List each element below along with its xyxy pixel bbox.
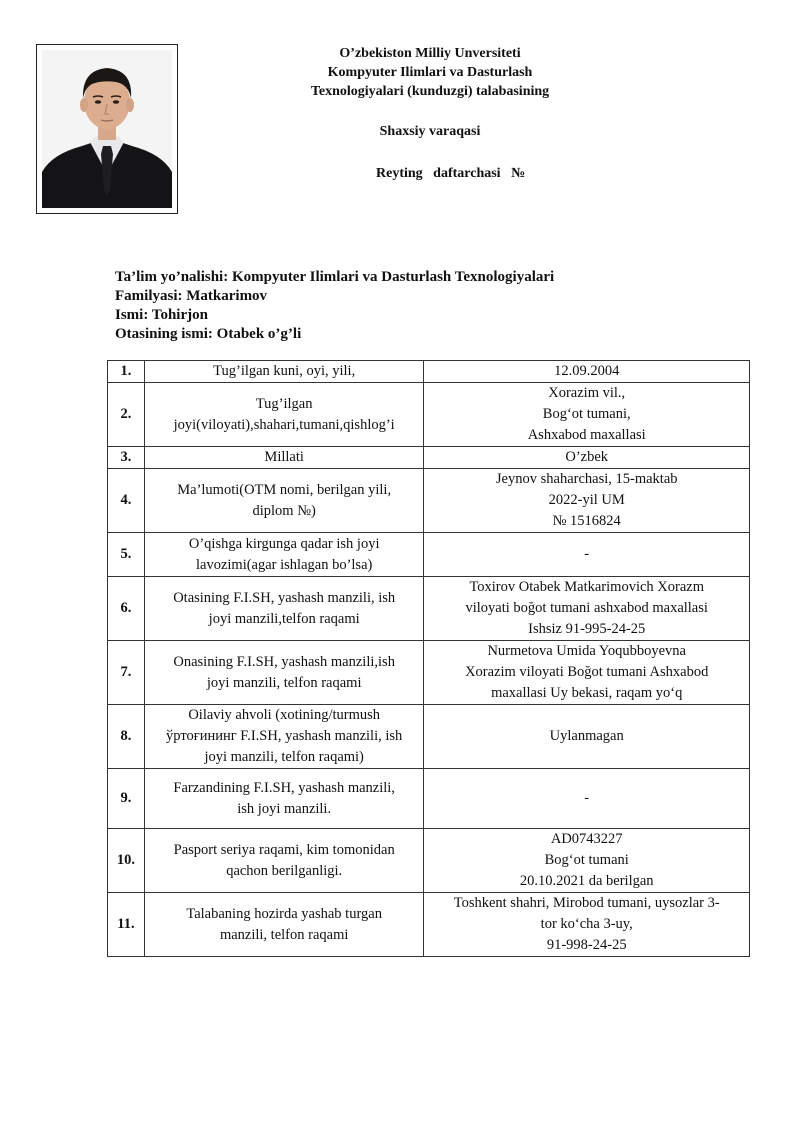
row-value-text: Xorazim vil., Bog‘ot tumani, Ashxabod maxallasi [527,385,646,443]
table-row [108,361,750,383]
row-value-text: AD0743227 Bog‘ot tumani 20.10.2021 da berilgan [519,831,654,889]
university-header [230,44,630,101]
row-label [144,705,424,769]
table-row [108,533,750,577]
row-label [144,447,424,469]
row-value [424,469,750,533]
student-surname: Familyasi: Matkarimov [115,288,268,304]
row-value [424,447,750,469]
row-number: 11. [108,893,145,957]
row-label-text: O’qishga kirgunga qadar ish joyi lavozimi(agar ishlagan bo’lsa) [188,535,380,573]
row-label-text: Pasport seriya raqami, kim tomonidan qachon berilganligi. [173,841,395,879]
row-number: 6. [108,577,145,641]
table-row [108,829,750,893]
row-label-text: Millati [264,449,304,465]
study-direction: Ta’lim yo’nalishi: Kompyuter Ilimlari va Dasturlash Texnologiyalari [115,269,555,285]
record-book-number: Reyting daftarchasi № [376,166,526,181]
student-info [115,268,554,344]
row-label-text: Oilaviy ahvoli (xotining/turmush ўртоғининг F.I.SH, yashash manzili, ish joyi manzili, telfon raqami) [166,707,403,765]
table-row [108,383,750,447]
row-value-text: Toxirov Otabek Matkarimovich Xorazm viloyati boğot tumani ashxabod maxallasi Ishsiz 91-995-24-25 [465,579,708,637]
header-faculty: Kompyuter Ilimlari va Dasturlash [327,65,533,80]
row-value [424,641,750,705]
row-value [424,829,750,893]
row-label-text: Ma’lumoti(OTM nomi, berilgan yili, diplom №) [177,481,392,519]
row-value [424,769,750,829]
header-university: O’zbekiston Milliy Unversiteti [339,46,521,61]
row-label-text: Talabaning hozirda yashab turgan manzili, telfon raqami [186,905,382,943]
personal-data-table [107,360,750,957]
row-label [144,361,424,383]
row-value [424,533,750,577]
row-number: 5. [108,533,145,577]
student-patronymic: Otasining ismi: Otabek o’g’li [115,326,302,342]
row-label-text: Tug’ilgan joyi(viloyati),shahari,tumani,qishlog’i [173,395,395,433]
row-label [144,533,424,577]
row-label [144,469,424,533]
row-value-text: O’zbek [565,449,609,465]
table-row [108,469,750,533]
row-number: 10. [108,829,145,893]
row-number: 3. [108,447,145,469]
row-value-text: - [584,546,590,562]
row-value-text: Uylanmagan [549,728,624,744]
row-number: 1. [108,361,145,383]
table-row [108,705,750,769]
row-label-text: Tug’ilgan kuni, oyi, yili, [213,363,356,379]
table-row [108,641,750,705]
row-number: 9. [108,769,145,829]
row-label [144,641,424,705]
row-label-text: Otasining F.I.SH, yashash manzili, ish joyi manzili,telfon raqami [173,589,396,627]
row-value-text: 12.09.2004 [554,363,620,379]
student-photo [36,44,178,214]
row-value [424,361,750,383]
row-value [424,893,750,957]
table-row [108,447,750,469]
row-label-text: Farzandining F.I.SH, yashash manzili, ish joyi manzili. [173,779,395,817]
row-label [144,769,424,829]
student-name: Ismi: Tohirjon [115,307,208,323]
row-number: 2. [108,383,145,447]
row-number: 8. [108,705,145,769]
document-title: Shaxsiy varaqasi [379,124,481,139]
row-number: 4. [108,469,145,533]
header-student-type: Texnologiyalari (kunduzgi) talabasining [310,84,550,99]
row-label [144,829,424,893]
table-row [108,577,750,641]
row-label [144,383,424,447]
row-value [424,705,750,769]
table-row [108,893,750,957]
row-value-text: Jeynov shaharchasi, 15-maktab 2022-yil UM № 1516824 [495,471,678,529]
row-label [144,893,424,957]
table-row [108,769,750,829]
row-label-text: Onasining F.I.SH, yashash manzili,ish joyi manzili, telfon raqami [173,653,395,691]
row-value [424,577,750,641]
portrait-image [42,50,172,208]
row-value-text: - [584,790,590,806]
row-value [424,383,750,447]
row-number: 7. [108,641,145,705]
row-value-text: Toshkent shahri, Mirobod tumani, uysozlar 3- tor ko‘cha 3-uy, 91-998-24-25 [453,895,720,953]
row-value-text: Nurmetova Umida Yoqubboyevna Xorazim viloyati Boğot tumani Ashxabod maxallasi Uy bekasi, raqam yo‘q [465,643,709,701]
row-label [144,577,424,641]
